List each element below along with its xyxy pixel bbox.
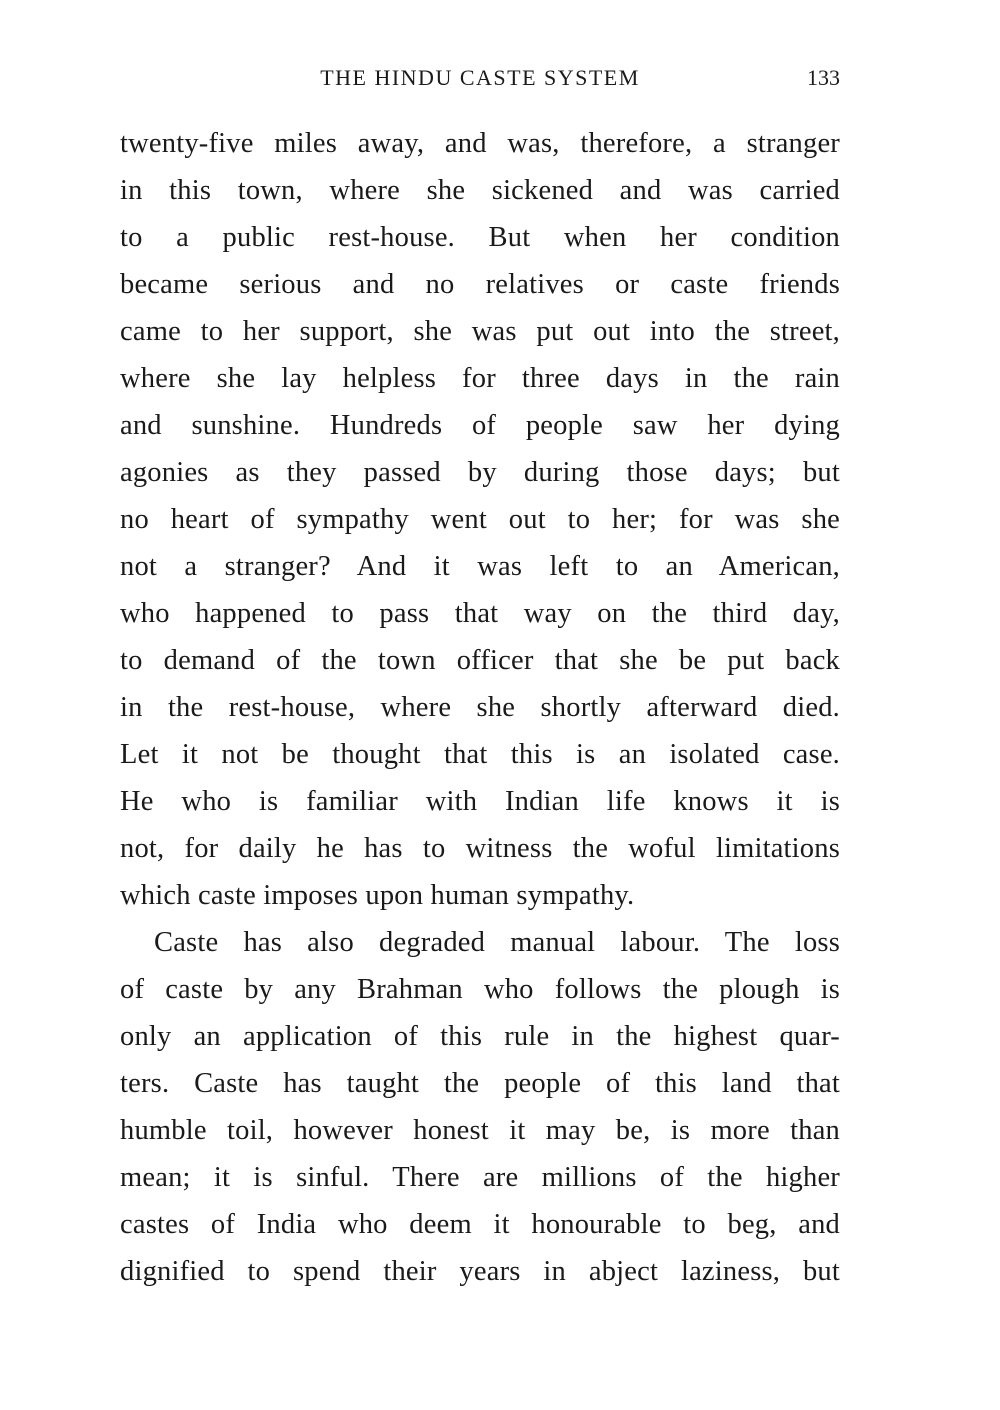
paragraph-1 xyxy=(120,120,840,919)
text-line: to demand of the town officer that she be put back xyxy=(120,645,840,676)
text-line: castes of India who deem it honourable to beg, and xyxy=(120,1209,840,1240)
page-number: 133 xyxy=(807,65,840,90)
body-text xyxy=(120,120,840,1295)
running-title: THE HINDU CASTE SYSTEM xyxy=(320,65,640,90)
text-line: where she lay helpless for three days in the rain xyxy=(120,363,840,394)
text-line: humble toil, however honest it may be, is more than xyxy=(120,1115,840,1146)
text-line: not a stranger? And it was left to an American, xyxy=(120,551,840,582)
text-line: dignified to spend their years in abject laziness, but xyxy=(120,1256,840,1287)
text-line: and sunshine. Hundreds of people saw her dying xyxy=(120,410,840,441)
text-line: came to her support, she was put out into the street, xyxy=(120,316,840,347)
text-line: only an application of this rule in the highest quar- xyxy=(120,1021,840,1052)
text-line: He who is familiar with Indian life knows it is xyxy=(120,786,840,817)
text-line: Caste has also degraded manual labour. The loss xyxy=(154,927,840,958)
text-line: Let it not be thought that this is an isolated case. xyxy=(120,739,840,770)
running-head xyxy=(120,60,840,96)
text-line: of caste by any Brahman who follows the plough is xyxy=(120,974,840,1005)
text-line: in the rest-house, where she shortly afterward died. xyxy=(120,692,840,723)
text-line: mean; it is sinful. There are millions of the higher xyxy=(120,1162,840,1193)
text-line: twenty-five miles away, and was, therefore, a stranger xyxy=(120,128,840,159)
text-line: ters. Caste has taught the people of this land that xyxy=(120,1068,840,1099)
text-line: who happened to pass that way on the third day, xyxy=(120,598,840,629)
text-line: became serious and no relatives or caste friends xyxy=(120,269,840,300)
text-line: to a public rest-house. But when her condition xyxy=(120,222,840,253)
text-line: in this town, where she sickened and was carried xyxy=(120,175,840,206)
text-line: which caste imposes upon human sympathy. xyxy=(120,880,635,911)
text-line: not, for daily he has to witness the woful limitations xyxy=(120,833,840,864)
text-line: agonies as they passed by during those days; but xyxy=(120,457,840,488)
paragraph-2 xyxy=(120,919,840,1295)
text-line: no heart of sympathy went out to her; for was she xyxy=(120,504,840,535)
